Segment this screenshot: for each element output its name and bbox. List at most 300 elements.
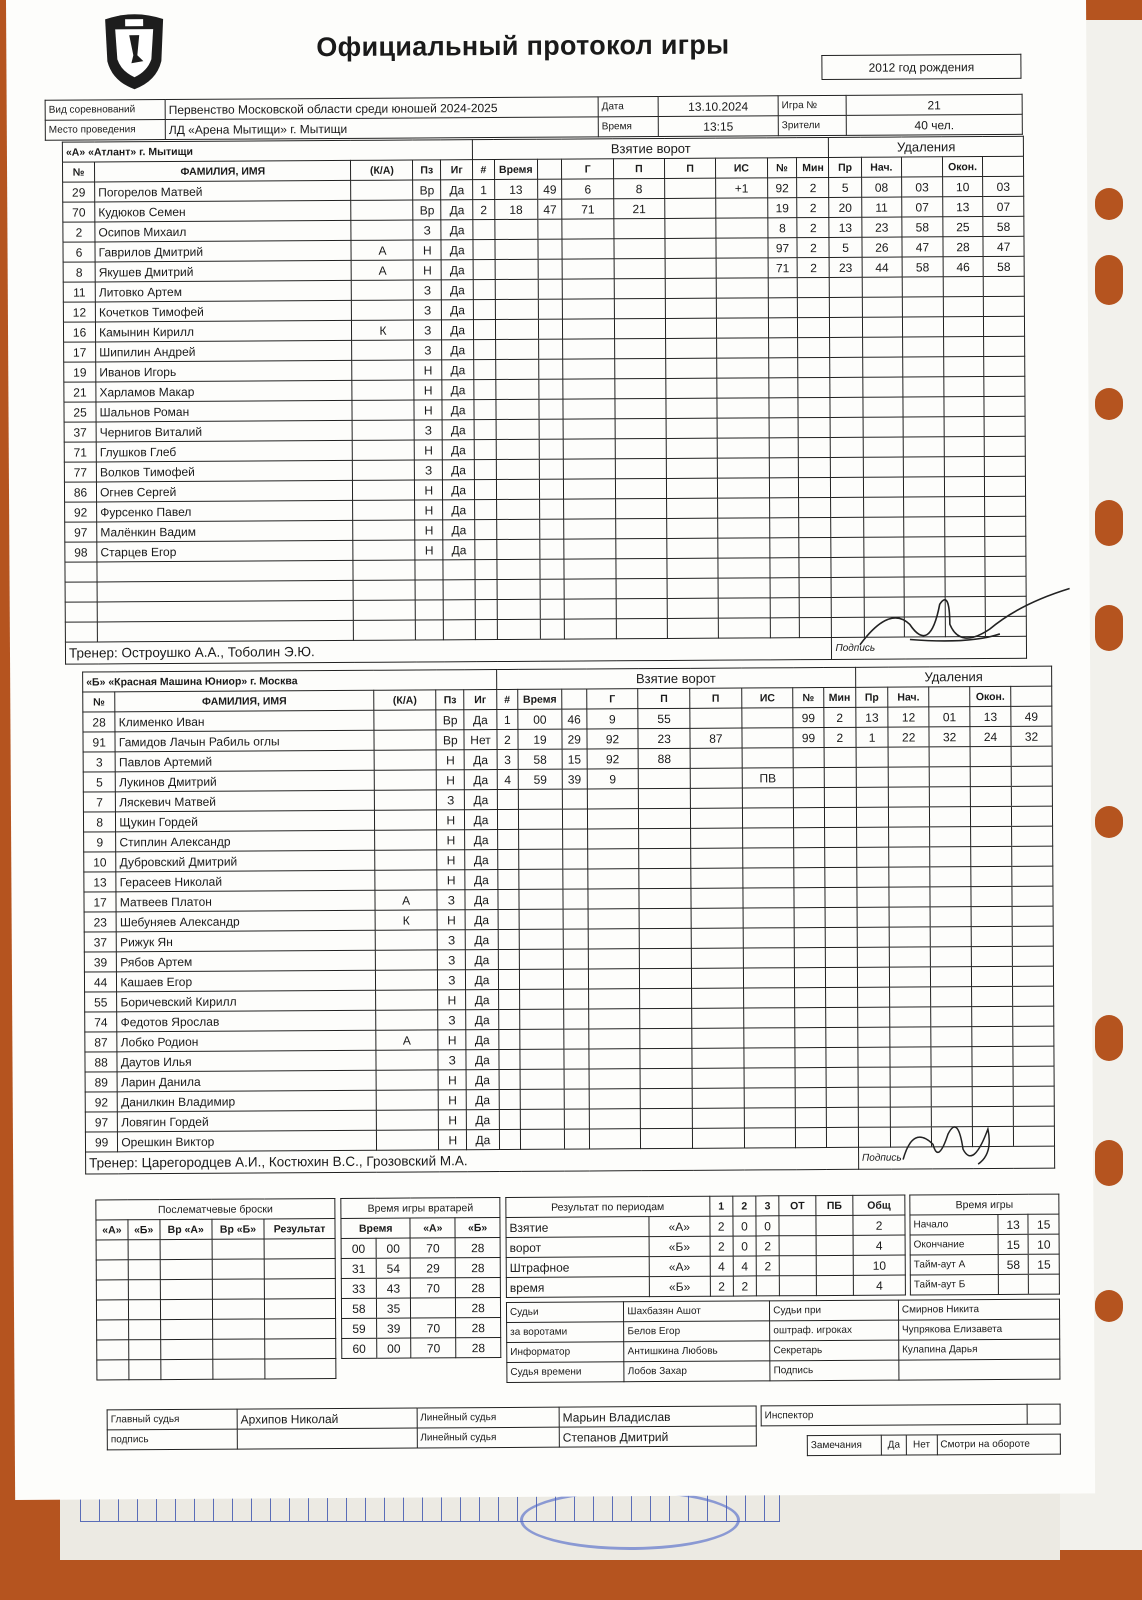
goalie-col: «А»: [410, 1218, 455, 1238]
player-position: З: [414, 300, 442, 320]
empty-cell: [826, 1107, 858, 1127]
empty-cell: [931, 967, 972, 987]
player-playing: Да: [465, 810, 497, 830]
goalie-time-min: 31: [341, 1258, 376, 1278]
player-playing: Да: [465, 850, 497, 870]
empty-cell: [824, 767, 856, 787]
empty-cell: [588, 929, 640, 949]
empty-cell: [538, 279, 563, 299]
column-header: Пз: [436, 690, 464, 710]
empty-cell: [984, 296, 1025, 316]
player-number: 97: [85, 1112, 117, 1132]
player-position: Н: [414, 360, 442, 380]
empty-cell: [863, 437, 904, 457]
empty-cell: [565, 579, 616, 599]
game-time-label: Начало: [910, 1214, 998, 1235]
empty-cell: [863, 497, 904, 517]
player-name: Герасеев Николай: [116, 870, 375, 892]
empty-cell: [824, 807, 856, 827]
player-role: [374, 750, 437, 770]
empty-cell: [903, 337, 944, 357]
empty-cell: [972, 1066, 1013, 1086]
goalie-col: «Б»: [455, 1218, 500, 1238]
empty-cell: [474, 420, 495, 440]
period-value: 2: [733, 1276, 756, 1296]
empty-cell: [565, 599, 616, 619]
empty-cell: [862, 397, 903, 417]
game-time-label: Тайм-аут Б: [910, 1274, 998, 1295]
player-number: 39: [84, 952, 116, 972]
empty-cell: [862, 377, 903, 397]
penalty-start-min: 44: [862, 257, 903, 277]
empty-cell: [972, 1086, 1013, 1106]
empty-cell: [889, 867, 930, 887]
empty-cell: [496, 479, 539, 499]
empty-cell: [824, 847, 856, 867]
column-header: №: [793, 688, 823, 708]
bottom-section: [95, 1194, 1055, 1452]
empty-cell: [889, 847, 930, 867]
empty-cell: [970, 786, 1011, 806]
empty-cell: [944, 517, 985, 537]
player-position: З: [414, 420, 442, 440]
empty-cell: [1013, 1046, 1054, 1066]
date-value: 13.10.2024: [658, 96, 778, 117]
empty-cell: [97, 1340, 129, 1360]
player-playing: Да: [441, 240, 473, 260]
empty-cell: [65, 622, 97, 642]
empty-cell: [890, 1087, 931, 1107]
penalty-reason: 13: [829, 217, 861, 237]
column-header: Мин: [823, 687, 855, 707]
empty-cell: [160, 1359, 212, 1379]
empty-cell: [587, 809, 639, 829]
empty-cell: [640, 1048, 692, 1068]
official-cell: Антишкина Любовь: [624, 1341, 770, 1362]
head-referee: Архипов Николай: [237, 1408, 417, 1429]
player-name: Фурсенко Павел: [97, 500, 353, 522]
goal-min: 13: [494, 179, 537, 199]
empty-cell: [666, 418, 717, 438]
goal-sec: 46: [562, 709, 587, 729]
empty-cell: [799, 517, 831, 537]
player-position: Н: [437, 810, 465, 830]
goal-scorer: 92: [587, 749, 639, 769]
empty-cell: [888, 747, 929, 767]
empty-cell: [475, 540, 496, 560]
empty-cell: [743, 948, 795, 968]
official-cell: Шахбазян Ашот: [624, 1301, 770, 1322]
empty-cell: [474, 400, 495, 420]
player-playing: Да: [443, 480, 475, 500]
empty-cell: [769, 538, 799, 558]
empty-cell: [830, 317, 862, 337]
empty-cell: [826, 1087, 858, 1107]
empty-cell: [1011, 806, 1052, 826]
empty-cell: [929, 767, 970, 787]
empty-cell: [539, 379, 564, 399]
official-cell: Подпись: [770, 1360, 899, 1381]
player-position: З: [414, 280, 442, 300]
empty-cell: [970, 746, 1011, 766]
player-number: 6: [63, 242, 95, 262]
empty-cell: [538, 339, 563, 359]
empty-cell: [97, 560, 353, 582]
empty-cell: [520, 1069, 564, 1089]
protocol-sheet: [6, 0, 1095, 1500]
column-header: Г: [586, 689, 638, 709]
empty-cell: [563, 339, 614, 359]
empty-cell: [830, 277, 862, 297]
player-position: Н: [436, 750, 464, 770]
empty-cell: [565, 619, 616, 639]
empty-cell: [831, 517, 863, 537]
empty-cell: [904, 497, 945, 517]
player-number: 29: [63, 182, 95, 202]
empty-cell: [1011, 766, 1052, 786]
empty-cell: [985, 456, 1026, 476]
penalty-player: 19: [767, 198, 797, 218]
goals-header: Взятие ворот: [496, 667, 855, 689]
player-playing: Да: [464, 710, 496, 730]
empty-cell: [943, 357, 984, 377]
empty-cell: [858, 1027, 890, 1047]
player-name: Данилкин Владимир: [117, 1090, 376, 1112]
remarks-label: Замечания: [807, 1435, 881, 1455]
signature-a: [850, 583, 1080, 659]
empty-cell: [931, 1087, 972, 1107]
empty-cell: [971, 846, 1012, 866]
empty-cell: [667, 578, 718, 598]
player-name: Шипилин Андрей: [96, 340, 352, 362]
empty-cell: [353, 560, 415, 580]
empty-cell: [563, 889, 588, 909]
empty-cell: [564, 439, 615, 459]
official-cell: за воротами: [507, 1322, 624, 1343]
empty-cell: [1013, 1026, 1054, 1046]
empty-cell: [691, 828, 743, 848]
empty-cell: [499, 1049, 521, 1069]
empty-cell: [971, 906, 1012, 926]
goalie-time-min: 60: [342, 1338, 377, 1358]
empty-cell: [473, 280, 494, 300]
empty-cell: [769, 458, 799, 478]
empty-cell: [667, 618, 718, 638]
column-header: Пр: [856, 687, 888, 707]
player-role: [353, 460, 415, 480]
empty-cell: [984, 436, 1025, 456]
goalie-b: 28: [456, 1278, 501, 1298]
penalty-start-min: 22: [888, 727, 929, 747]
empty-cell: [798, 337, 830, 357]
empty-cell: [856, 827, 888, 847]
empty-cell: [473, 240, 494, 260]
player-role: [352, 360, 414, 380]
player-position: Н: [437, 910, 465, 930]
penalty-end-min: 46: [943, 257, 984, 277]
empty-cell: [160, 1259, 212, 1279]
remarks-no: Нет: [906, 1435, 937, 1455]
empty-cell: [588, 949, 640, 969]
player-number: 86: [64, 482, 96, 502]
empty-cell: [972, 1026, 1013, 1046]
player-role: [353, 480, 415, 500]
empty-cell: [540, 519, 565, 539]
game-time-title: Время игры: [910, 1194, 1059, 1215]
empty-cell: [831, 537, 863, 557]
empty-cell: [563, 869, 588, 889]
empty-cell: [129, 1360, 161, 1380]
player-position: Н: [437, 870, 465, 890]
empty-cell: [496, 519, 539, 539]
empty-cell: [930, 947, 971, 967]
shootout-table: [95, 1198, 336, 1380]
player-playing: Да: [466, 1050, 498, 1070]
player-number: 16: [63, 322, 95, 342]
player-number: 12: [63, 302, 95, 322]
shootout-col: «А»: [96, 1220, 128, 1240]
empty-cell: [639, 868, 691, 888]
empty-cell: [930, 847, 971, 867]
empty-cell: [520, 969, 564, 989]
empty-cell: [799, 577, 831, 597]
empty-cell: [799, 417, 831, 437]
empty-cell: [96, 1280, 128, 1300]
game-time-label: Окончание: [910, 1234, 998, 1255]
shootout-col: Вр «Б»: [212, 1219, 264, 1239]
penalty-end-sec: 07: [983, 196, 1024, 216]
empty-cell: [443, 560, 475, 580]
empty-cell: [889, 787, 930, 807]
empty-cell: [616, 578, 667, 598]
empty-cell: [718, 598, 769, 618]
goalie-time-sec: 54: [376, 1258, 411, 1278]
penalty-reason: 1: [856, 727, 888, 747]
goal-number: 1: [496, 709, 518, 729]
penalty-start-min: 08: [861, 177, 902, 197]
empty-cell: [415, 580, 443, 600]
goal-situation: [742, 708, 794, 728]
empty-cell: [540, 559, 565, 579]
empty-cell: [856, 767, 888, 787]
empty-cell: [563, 909, 588, 929]
empty-cell: [830, 397, 862, 417]
player-number: 8: [83, 812, 115, 832]
empty-cell: [97, 1320, 129, 1340]
penalty-minutes: 2: [797, 217, 829, 237]
player-role: [352, 380, 414, 400]
empty-cell: [474, 440, 495, 460]
official-cell: Белов Егор: [624, 1321, 770, 1342]
player-number: 99: [85, 1132, 117, 1152]
goalie-time-min: 58: [341, 1298, 376, 1318]
empty-cell: [796, 1128, 826, 1148]
goal-scorer: 9: [586, 709, 638, 729]
empty-cell: [890, 967, 931, 987]
empty-cell: [971, 826, 1012, 846]
period-value: 2: [710, 1216, 733, 1236]
competition: Первенство Московской области среди юношей 2024-2025: [165, 97, 598, 120]
empty-cell: [614, 338, 665, 358]
empty-cell: [563, 259, 614, 279]
period-value: [816, 1235, 854, 1255]
player-name: Огнев Сергей: [96, 480, 352, 502]
empty-cell: [717, 378, 768, 398]
empty-cell: [768, 298, 798, 318]
empty-cell: [496, 419, 539, 439]
empty-cell: [769, 478, 799, 498]
empty-cell: [475, 500, 496, 520]
empty-cell: [890, 1047, 931, 1067]
empty-cell: [264, 1299, 335, 1319]
empty-cell: [564, 559, 615, 579]
empty-cell: [587, 789, 639, 809]
period-value: 0: [733, 1236, 756, 1256]
player-playing: Да: [465, 890, 497, 910]
player-role: [374, 710, 437, 730]
player-name: Глушков Глеб: [96, 440, 352, 462]
empty-cell: [496, 439, 539, 459]
empty-cell: [984, 376, 1025, 396]
empty-cell: [538, 219, 563, 239]
empty-cell: [416, 620, 444, 640]
empty-cell: [499, 1109, 521, 1129]
period-value: [779, 1276, 816, 1296]
coach: Тренер: Царегородцев А.И., Костюхин В.С., Грозовский М.А.: [86, 1147, 859, 1174]
empty-cell: [97, 620, 353, 642]
empty-cell: [588, 969, 640, 989]
penalty-end-sec: 03: [983, 176, 1024, 196]
official-cell: [899, 1359, 1060, 1380]
penalties-header: Удаления: [855, 666, 1051, 687]
player-role: [352, 420, 414, 440]
goalie-time-min: 59: [342, 1318, 377, 1338]
empty-cell: [475, 460, 496, 480]
empty-cell: [862, 357, 903, 377]
empty-cell: [904, 517, 945, 537]
empty-cell: [716, 218, 767, 238]
goalie-a: 70: [411, 1338, 456, 1358]
empty-cell: [718, 458, 769, 478]
empty-cell: [212, 1299, 264, 1319]
spectators-label: Зрители: [778, 115, 846, 135]
empty-cell: [943, 337, 984, 357]
penalty-minutes: 2: [797, 177, 829, 197]
player-position: Н: [439, 1110, 467, 1130]
column-header: Иг: [441, 160, 473, 180]
empty-cell: [614, 318, 665, 338]
goal-sec: 29: [562, 729, 587, 749]
empty-cell: [128, 1260, 160, 1280]
inspector-table: [761, 1404, 1061, 1427]
empty-cell: [497, 829, 519, 849]
goal-situation: [742, 748, 794, 768]
empty-cell: [564, 1069, 589, 1089]
empty-cell: [667, 518, 718, 538]
empty-cell: [495, 299, 538, 319]
empty-cell: [474, 360, 495, 380]
column-header: П: [613, 158, 664, 178]
player-name: Шебуняев Александр: [116, 910, 375, 932]
empty-cell: [930, 827, 971, 847]
empty-cell: [614, 238, 665, 258]
player-name: Лобко Родион: [117, 1030, 376, 1052]
empty-cell: [265, 1319, 336, 1339]
penalty-player: 8: [767, 218, 797, 238]
empty-cell: [862, 277, 903, 297]
empty-cell: [498, 969, 520, 989]
empty-cell: [798, 397, 830, 417]
empty-cell: [665, 318, 716, 338]
column-header: [929, 687, 970, 707]
player-playing: Да: [466, 1070, 498, 1090]
period-value: 2: [756, 1256, 779, 1276]
player-name: Гаврилов Дмитрий: [95, 240, 351, 262]
empty-cell: [1013, 1006, 1054, 1026]
empty-cell: [931, 1007, 972, 1027]
empty-cell: [640, 948, 692, 968]
empty-cell: [984, 356, 1025, 376]
empty-cell: [768, 338, 798, 358]
empty-cell: [971, 866, 1012, 886]
game-time-label: Тайм-аут А: [910, 1254, 998, 1275]
penalty-reason: 13: [856, 707, 888, 727]
remarks-yes: Да: [881, 1435, 906, 1455]
empty-cell: [742, 788, 794, 808]
empty-cell: [473, 220, 494, 240]
empty-cell: [160, 1299, 212, 1319]
player-number: 70: [63, 202, 95, 222]
player-number: 92: [85, 1092, 117, 1112]
empty-cell: [985, 496, 1026, 516]
empty-cell: [769, 418, 799, 438]
empty-cell: [497, 849, 519, 869]
penalty-reason: 5: [829, 177, 861, 197]
empty-cell: [539, 479, 564, 499]
player-role: [375, 990, 438, 1010]
player-position: Н: [438, 1030, 466, 1050]
header-table: [45, 94, 1023, 141]
empty-cell: [639, 828, 691, 848]
player-position: Н: [437, 770, 465, 790]
empty-cell: [984, 336, 1025, 356]
empty-cell: [65, 562, 97, 582]
empty-cell: [718, 538, 769, 558]
player-playing: Да: [466, 1090, 498, 1110]
empty-cell: [718, 558, 769, 578]
empty-cell: [971, 946, 1012, 966]
empty-cell: [475, 620, 496, 640]
empty-cell: [667, 558, 718, 578]
empty-cell: [563, 279, 614, 299]
player-role: А: [375, 890, 438, 910]
empty-cell: [830, 337, 862, 357]
empty-cell: [692, 1068, 744, 1088]
team-name: «Б» «Красная Машина Юниор» г. Москва: [83, 670, 497, 693]
player-number: 71: [64, 442, 96, 462]
empty-cell: [717, 318, 768, 338]
player-role: [376, 1010, 439, 1030]
empty-cell: [1012, 946, 1053, 966]
empty-cell: [666, 358, 717, 378]
empty-cell: [691, 968, 743, 988]
empty-cell: [587, 849, 639, 869]
empty-cell: [520, 989, 564, 1009]
penalty-start-min: 12: [888, 707, 929, 727]
empty-cell: [539, 359, 564, 379]
empty-cell: [716, 258, 767, 278]
column-header: Нач.: [861, 157, 902, 177]
